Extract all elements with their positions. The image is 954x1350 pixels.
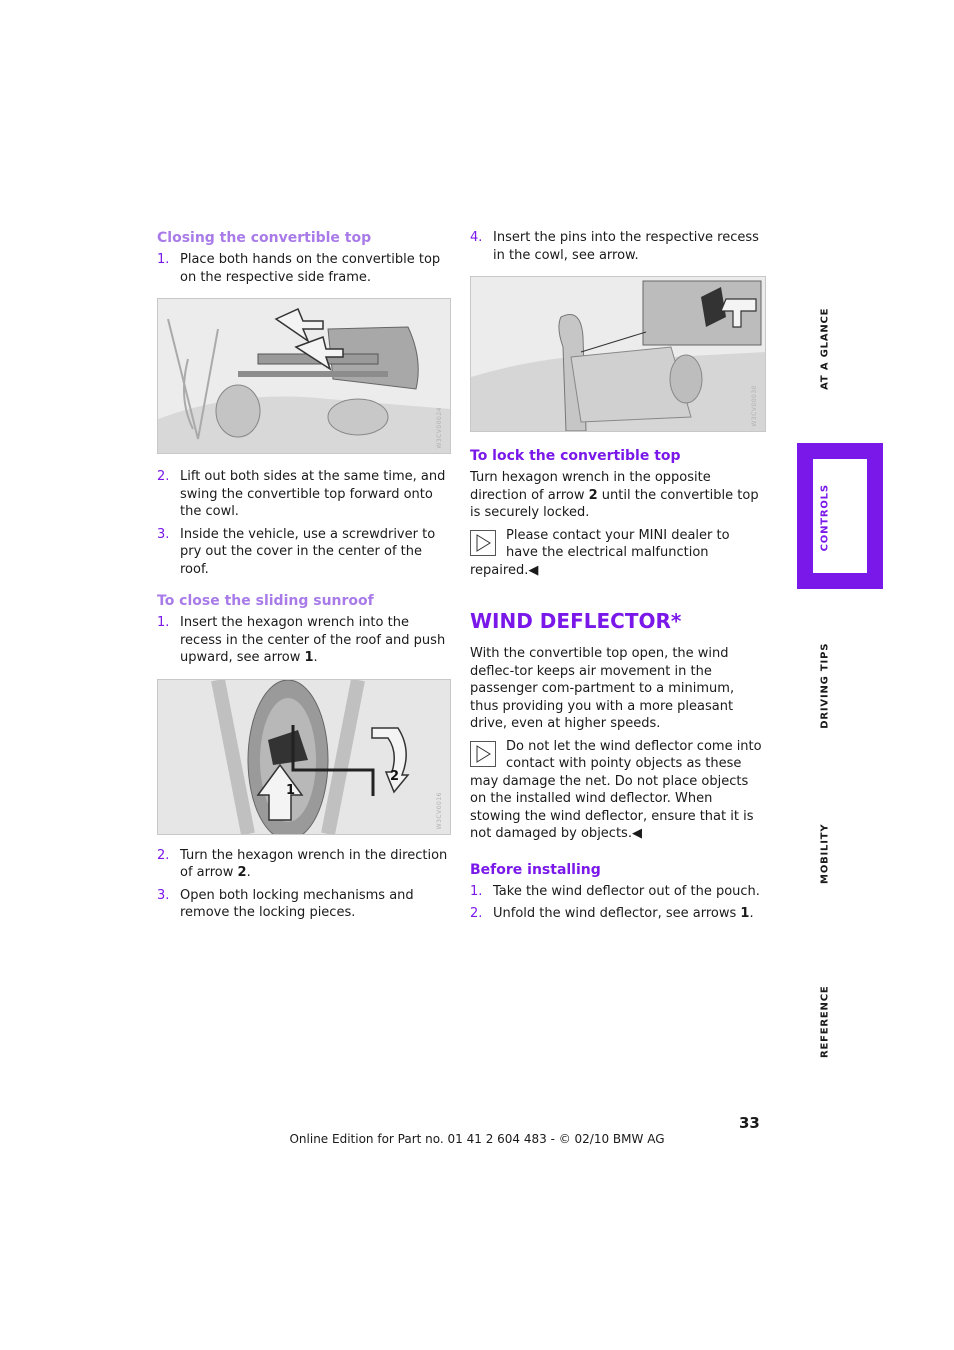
step-number: 1. (157, 615, 170, 630)
active-tab-marker (797, 443, 883, 589)
figure-code: W3CV00030 (750, 385, 758, 427)
list-item (157, 614, 449, 667)
tab-mobility[interactable]: MOBILITY (819, 823, 831, 884)
step-number: 4. (470, 230, 483, 245)
lock-top-heading: To lock the convertible top (470, 448, 681, 464)
sunroof-heading: To close the sliding sunroof (157, 593, 374, 609)
right-column (470, 229, 764, 928)
tab-driving-tips[interactable]: DRIVING TIPS (819, 642, 831, 729)
page-number: 33 (739, 1114, 760, 1132)
figure-code: W3CV0016 (435, 792, 443, 830)
list-item (470, 905, 764, 923)
list-item (157, 251, 449, 286)
step-text: Insert the pins into the respective recess in the cowl, see arrow. (493, 230, 759, 263)
hexagon-wrench-figure (157, 679, 451, 835)
list-item (157, 526, 449, 579)
step-number: 2. (157, 469, 170, 484)
step-text: Place both hands on the convertible top on the respective side frame. (180, 252, 441, 285)
cowl-pins-figure (470, 276, 766, 432)
note-dealer (470, 527, 764, 580)
footer-text: Online Edition for Part no. 01 41 2 604 483 - © 02/10 BMW AG (289, 1132, 665, 1146)
list-item (470, 883, 764, 901)
note-triangle-icon (470, 741, 496, 767)
step-text: Open both locking mechanisms and remove the locking pieces. (180, 887, 414, 920)
step-text: Lift out both sides at the same time, and swing the convertible top forward onto the cowl. (180, 469, 446, 519)
closing-top-heading: Closing the convertible top (157, 230, 372, 246)
step-number: 3. (157, 526, 170, 542)
arrow-2-label: 2 (390, 768, 400, 784)
list-item (157, 847, 449, 882)
wind-deflector-intro: With the convertible top open, the wind deflec-tor keeps air movement in the passenger com-partment to a minimum, thus providing you with a more pleasant drive, even at higher speeds. (470, 646, 735, 731)
step-text: Turn the hexagon wrench in the direction of arrow 2. (180, 847, 448, 880)
convertible-top-figure (157, 298, 451, 454)
tab-reference[interactable]: REFERENCE (819, 985, 831, 1058)
step-text: Take the wind deflector out of the pouch. (493, 883, 760, 899)
step-text: Unfold the wind deflector, see arrows 1. (493, 906, 754, 921)
step-number: 3. (157, 887, 170, 903)
step-number: 2. (470, 906, 483, 921)
step-number: 1. (157, 252, 170, 267)
step-text: Insert the hexagon wrench into the recess in the center of the roof and push upward, see arrow 1. (180, 615, 446, 665)
figure-code: W3CV00024 (435, 407, 443, 449)
tab-at-a-glance[interactable]: AT A GLANCE (819, 307, 831, 390)
note-text: Do not let the wind deflector come into contact with pointy objects as these may damage the net. Do not place objects on the installed wind deflector. When stowing the wind deflector, ensure that it is not damaged by objects.◀ (470, 738, 762, 841)
arrow-1-label: 1 (286, 782, 296, 798)
wind-deflector-title: WIND DEFLECTOR* (470, 609, 682, 633)
list-item (157, 468, 449, 521)
lock-instructions: Turn hexagon wrench in the opposite direction of arrow 2 until the convertible top is securely locked. (470, 470, 759, 520)
left-column (157, 229, 449, 927)
tab-controls[interactable]: CONTROLS (819, 484, 831, 552)
step-text: Inside the vehicle, use a screwdriver to pry out the cover in the center of the roof. (180, 526, 436, 577)
list-item (470, 229, 764, 264)
note-pointy-objects (470, 738, 764, 843)
step-number: 2. (157, 847, 170, 863)
note-text: Please contact your MINI dealer to have the electrical malfunction repaired.◀ (470, 527, 730, 578)
step-number: 1. (470, 883, 483, 899)
note-triangle-icon (470, 530, 496, 556)
before-installing-heading: Before installing (470, 861, 601, 878)
list-item (157, 887, 449, 922)
